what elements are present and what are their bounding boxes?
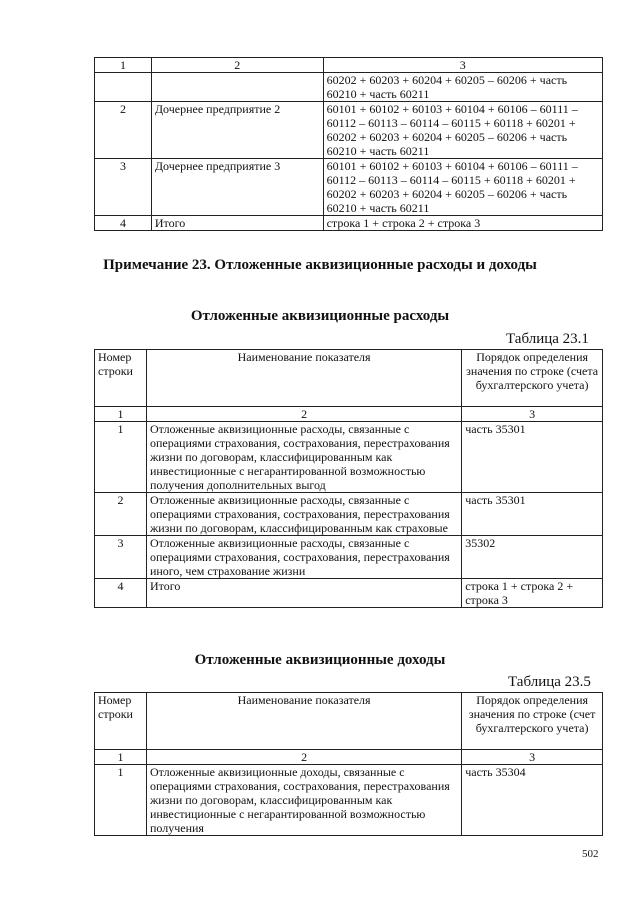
column-number: 3 (462, 750, 603, 765)
column-number: 3 (462, 407, 603, 422)
row-name: Итого (146, 579, 461, 608)
row-value: строка 1 + строка 2 + строка 3 (462, 579, 603, 608)
column-number: 2 (146, 750, 461, 765)
column-number: 1 (95, 407, 147, 422)
column-number: 2 (146, 407, 461, 422)
header-cell: 3 (323, 58, 602, 73)
table-header-row (95, 693, 603, 750)
row-name: Отложенные аквизиционные расходы, связанные с операциями страхования, сострахования, перестрахования иного, чем страхование жизни (146, 536, 461, 579)
deferred-income-table (94, 692, 603, 836)
table-row (95, 422, 603, 493)
row-number: 3 (95, 159, 152, 216)
section-title: Отложенные аквизиционные расходы (190, 308, 450, 324)
table-number-row (95, 750, 603, 765)
row-name: Дочернее предприятие 2 (151, 102, 323, 159)
row-number: 4 (95, 216, 152, 231)
row-value: часть 35301 (462, 422, 603, 493)
header-cell: Номер строки (95, 693, 147, 750)
header-cell: 2 (151, 58, 323, 73)
header-cell: Порядок определения значения по строке (счета бухгалтерского учета) (462, 350, 603, 407)
deferred-expenses-table (94, 349, 603, 608)
header-cell: Наименование показателя (146, 350, 461, 407)
header-cell: Номер строки (95, 350, 147, 407)
table-header-row (95, 350, 603, 407)
row-number: 2 (95, 493, 147, 536)
note-title: Примечание 23. Отложенные аквизиционные расходы и доходы (103, 257, 537, 273)
table-row (95, 579, 603, 608)
table-label: Таблица 23.1 (506, 331, 589, 347)
row-number (95, 73, 152, 102)
table-row (95, 536, 603, 579)
table-row (95, 493, 603, 536)
page-number: 502 (582, 848, 599, 860)
continuation-table (94, 57, 603, 231)
table-row (95, 159, 603, 216)
table-row (95, 765, 603, 836)
row-name: Дочернее предприятие 3 (151, 159, 323, 216)
table-row (95, 216, 603, 231)
row-name: Отложенные аквизиционные доходы, связанные с операциями страхования, сострахования, перестрахования жизни по договорам, классифицированным как инвестиционные с негарантированной возможностью получения (146, 765, 461, 836)
column-number: 1 (95, 750, 147, 765)
row-value: строка 1 + строка 2 + строка 3 (323, 216, 602, 231)
row-value: часть 35304 (462, 765, 603, 836)
section-title: Отложенные аквизиционные доходы (194, 652, 446, 668)
row-value: 35302 (462, 536, 603, 579)
header-cell: Наименование показателя (146, 693, 461, 750)
row-name: Отложенные аквизиционные расходы, связанные с операциями страхования, сострахования, перестрахования жизни по договорам, классифицированным как инвестиционные с негарантированной возможностью получения дополнительных выгод (146, 422, 461, 493)
row-name (151, 73, 323, 102)
row-name: Итого (151, 216, 323, 231)
row-number: 2 (95, 102, 152, 159)
row-number: 3 (95, 536, 147, 579)
row-number: 1 (95, 765, 147, 836)
table-number-row (95, 407, 603, 422)
row-value: 60101 + 60102 + 60103 + 60104 + 60106 – 60111 – 60112 – 60113 – 60114 – 60115 + 60118 + 60201 + 60202 + 60203 + 60204 + 60205 – 60206 + часть 60210 + часть 60211 (323, 159, 602, 216)
header-cell: Порядок определения значения по строке (счет бухгалтерского учета) (462, 693, 603, 750)
row-value: часть 35301 (462, 493, 603, 536)
row-number: 1 (95, 422, 147, 493)
row-value: 60202 + 60203 + 60204 + 60205 – 60206 + часть 60210 + часть 60211 (323, 73, 602, 102)
header-cell: 1 (95, 58, 152, 73)
table-header-row (95, 58, 603, 73)
table-label: Таблица 23.5 (508, 674, 591, 690)
table-row (95, 102, 603, 159)
row-number: 4 (95, 579, 147, 608)
table-row (95, 73, 603, 102)
row-value: 60101 + 60102 + 60103 + 60104 + 60106 – 60111 – 60112 – 60113 – 60114 – 60115 + 60118 + 60201 + 60202 + 60203 + 60204 + 60205 – 60206 + часть 60210 + часть 60211 (323, 102, 602, 159)
row-name: Отложенные аквизиционные расходы, связанные с операциями страхования, сострахования, перестрахования жизни по договорам, классифицированным как страховые (146, 493, 461, 536)
